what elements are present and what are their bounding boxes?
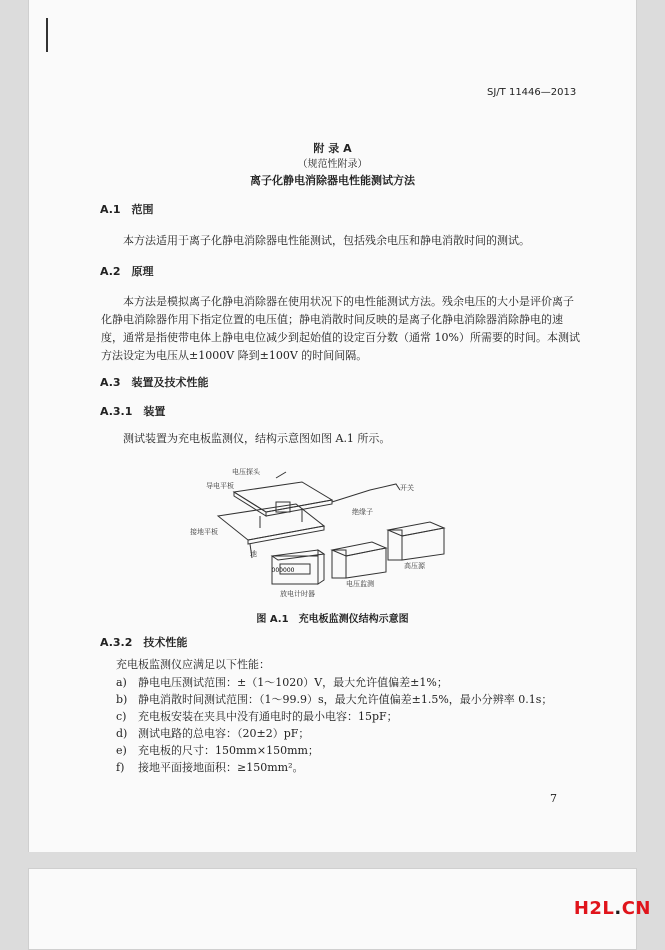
appendix-title: 离子化静电消除器电性能测试方法	[250, 174, 415, 187]
label-discharge-timer: 放电计时器	[280, 590, 315, 598]
section-a2-body: 本方法是模拟离子化静电消除器在使用状况下的电性能测试方法。残余电压的大小是评价离子化静电消除器作用下指定位置的电压值；静电消散时间反映的是离子化静电消除器消除静电的速度，通常是指使带电体上静电电位减少到起始值的设定百分数（通常 10%）所需要的时间。本测试方法设定为电压从±1000V 降到±100V 的时间间隔。	[101, 295, 580, 362]
charging-plate-monitor-diagram	[190, 460, 480, 600]
figure-caption: 图 A.1 充电板监测仪结构示意图	[256, 614, 409, 625]
label-ground: 地	[250, 550, 257, 558]
standard-code: SJ/T 11446—2013	[487, 87, 577, 98]
ground-plate-shape	[218, 504, 324, 540]
next-document-page	[28, 868, 637, 950]
site-watermark	[574, 898, 651, 919]
requirements-list	[116, 674, 552, 776]
list-item: a) 静电电压测试范围：±（1～1020）V，最大允许值偏差±1%；	[116, 676, 448, 689]
timer-display-text: 000000	[271, 567, 295, 574]
list-item: f) 接地平面接地面积：≥150mm²。	[116, 761, 304, 774]
label-ground-plate: 接地平板	[190, 528, 218, 536]
label-voltage-monitor: 电压监测	[346, 580, 374, 588]
section-a3-heading: A.3 装置及技术性能	[100, 376, 209, 389]
label-voltage-probe: 电压探头	[232, 468, 260, 476]
watermark-brand: H2L	[573, 898, 615, 919]
label-switch: 开关	[400, 484, 414, 492]
watermark-dot: .	[614, 898, 622, 919]
section-a1-body: 本方法适用于离子化静电消除器电性能测试，包括残余电压和静电消散时间的测试。	[123, 234, 530, 247]
section-a31-heading: A.3.1 装置	[100, 405, 166, 418]
section-a1-heading: A.1 范围	[100, 203, 154, 216]
list-item: d) 测试电路的总电容：（20±2）pF；	[116, 727, 310, 740]
section-a31-body: 测试装置为充电板监测仪，结构示意图如图 A.1 所示。	[123, 432, 391, 445]
label-hv-source: 高压源	[404, 562, 425, 570]
binding-mark	[46, 18, 48, 52]
page-number: 7	[550, 792, 557, 805]
appendix-label: 附 录 A	[313, 142, 352, 155]
label-insulator: 绝缘子	[352, 508, 373, 516]
section-a32-heading: A.3.2 技术性能	[100, 636, 188, 649]
list-item: b) 静电消散时间测试范围：（1～99.9）s，最大允许值偏差±1.5%，最小分辨率 0.1s；	[116, 693, 553, 706]
watermark-domain: CN	[621, 898, 651, 919]
list-item: c) 充电板安装在夹具中没有通电时的最小电容：15pF；	[116, 710, 398, 723]
conductive-plate-shape	[234, 482, 332, 512]
label-conductive-plate: 导电平板	[206, 482, 234, 490]
section-a2-heading: A.2 原理	[100, 265, 154, 278]
list-item: e) 充电板的尺寸：150mm×150mm；	[116, 744, 319, 757]
section-a32-intro: 充电板监测仪应满足以下性能：	[116, 658, 270, 671]
appendix-type: （规范性附录）	[297, 159, 368, 170]
